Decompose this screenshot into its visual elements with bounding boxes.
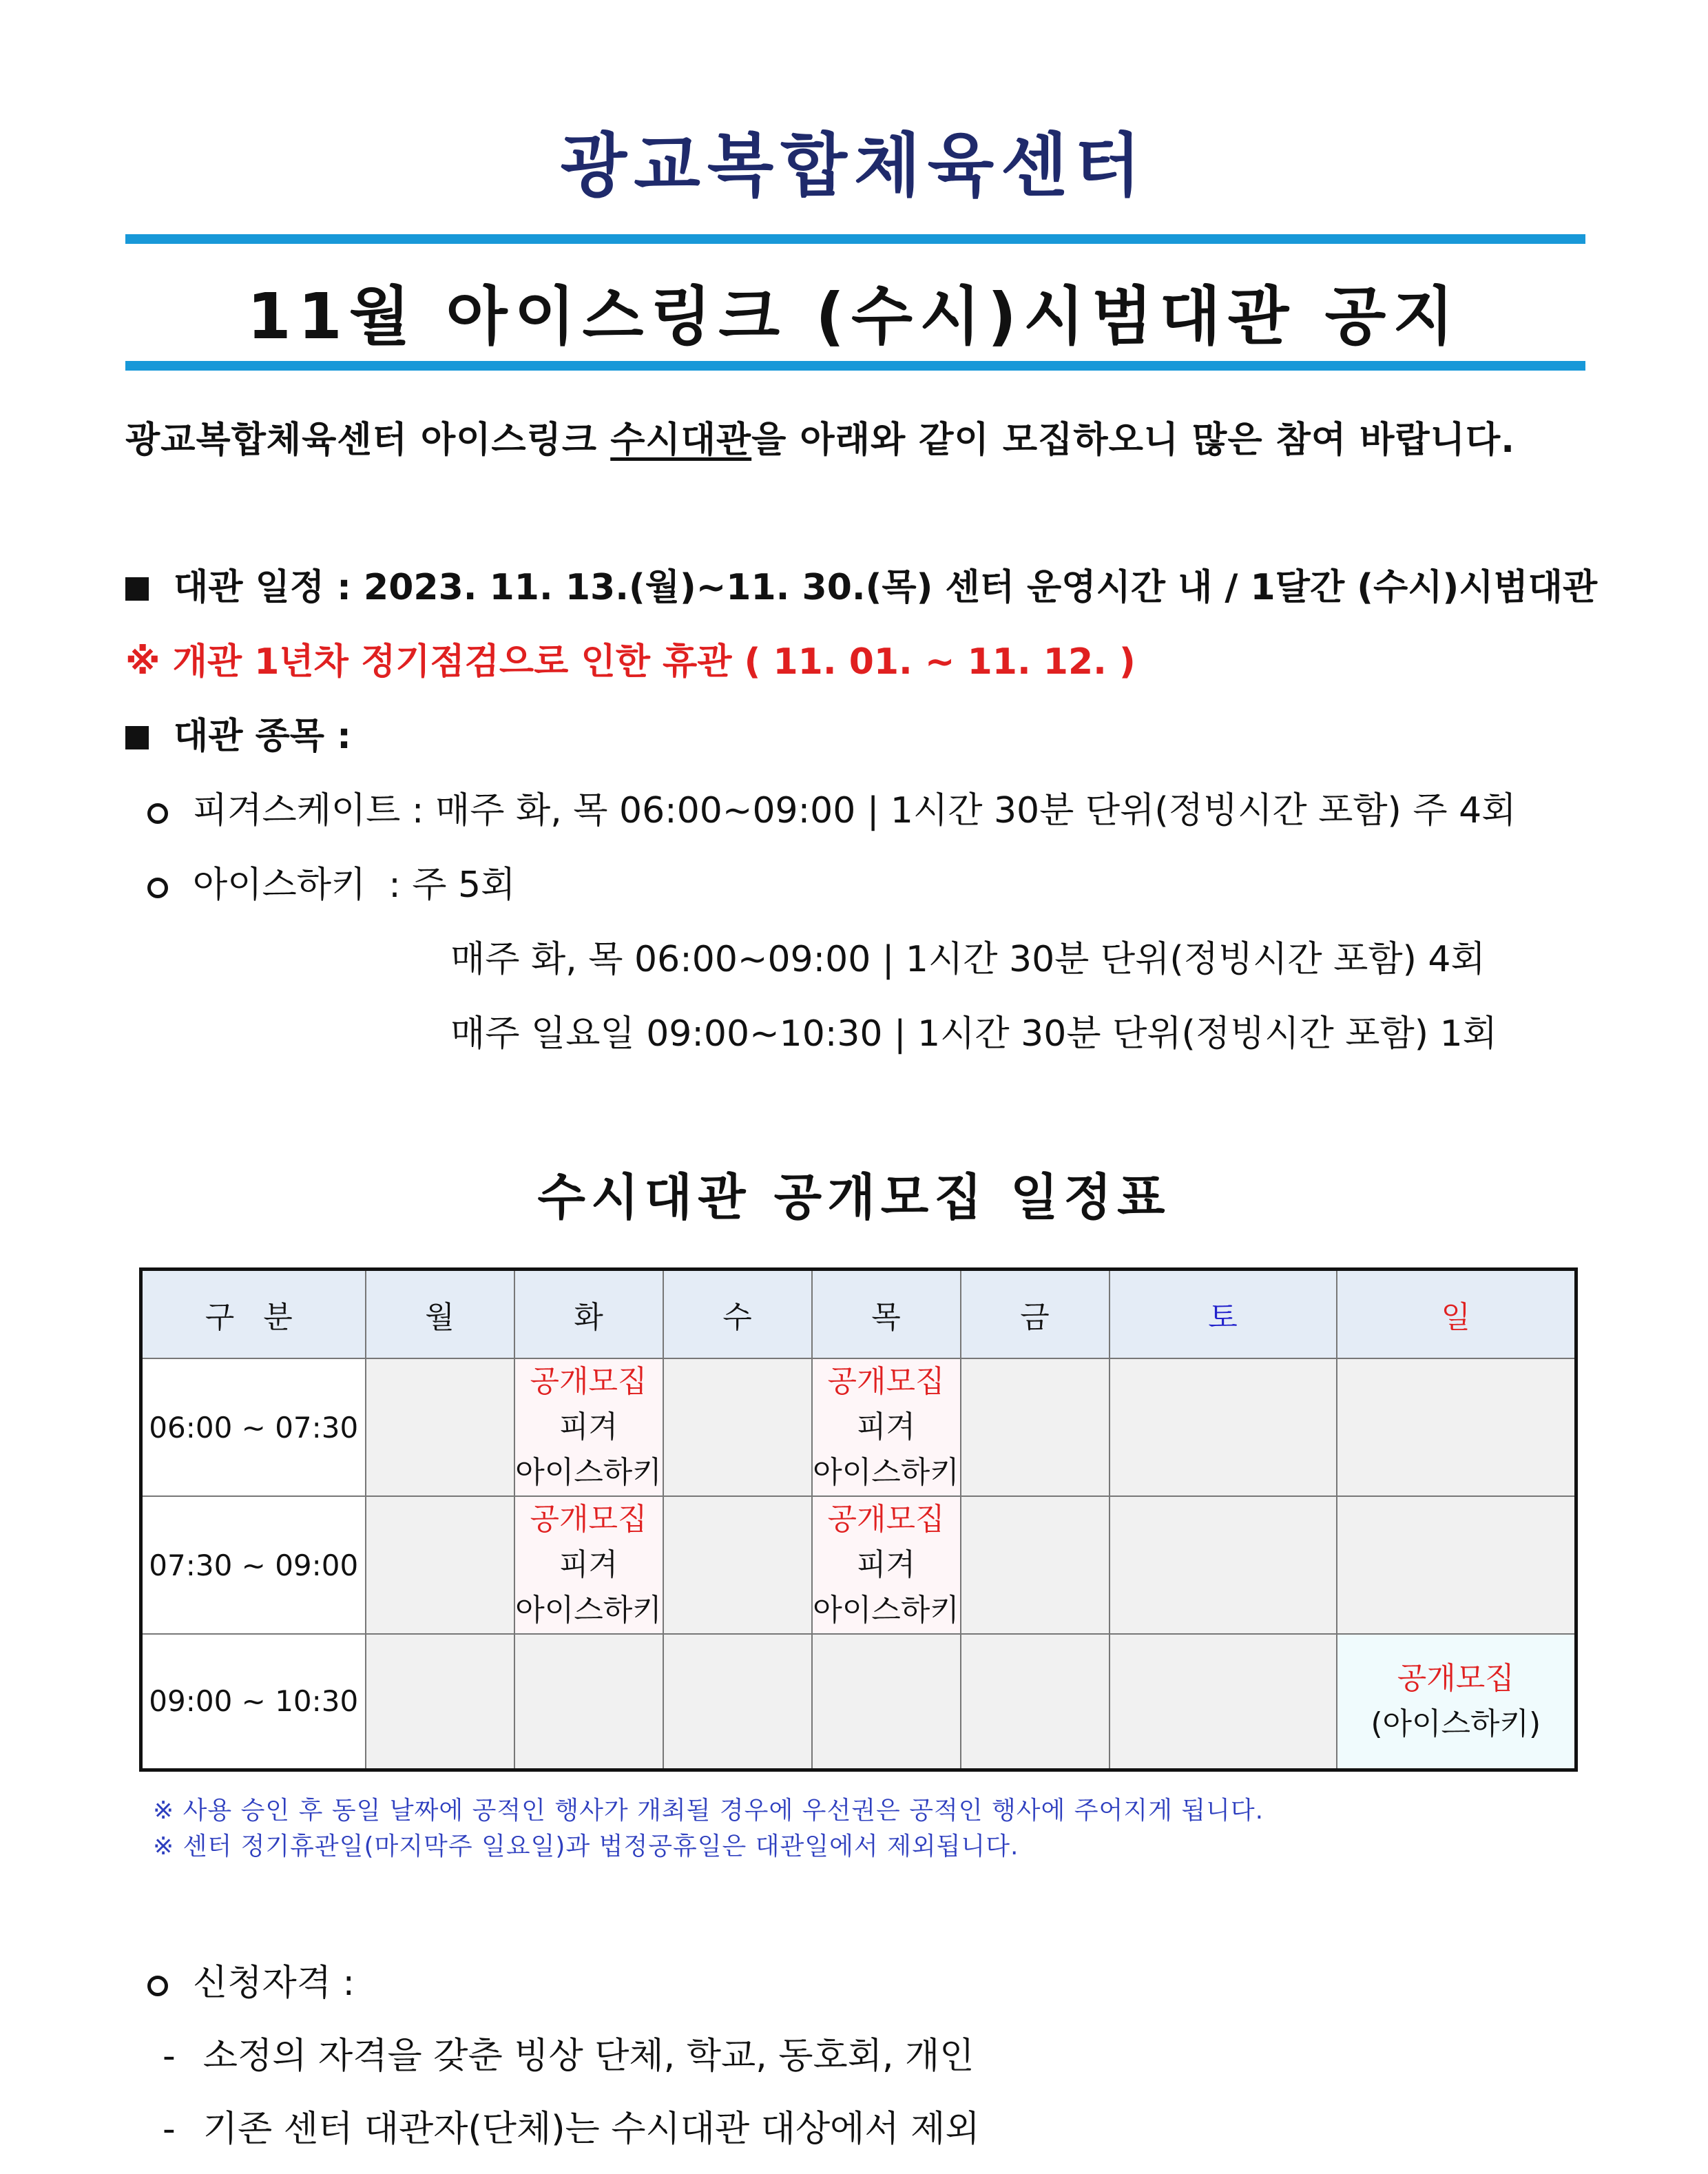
empty-cell	[663, 1496, 812, 1634]
empty-cell	[961, 1634, 1110, 1770]
ice-hockey-detail-1: 매주 화, 목 06:00~09:00 | 1시간 30분 단위(정빙시간 포함) 4회	[450, 939, 1486, 980]
open-label: 공개모집	[1397, 1660, 1514, 1696]
empty-cell	[1337, 1358, 1576, 1496]
intro-text	[125, 411, 1585, 462]
figure-skating-line	[147, 781, 1516, 833]
empty-cell	[1110, 1496, 1337, 1634]
empty-cell	[366, 1496, 514, 1634]
events-label: 대관 종목 :	[174, 716, 351, 757]
footnote-priority: ※ 사용 승인 후 동일 날짜에 공적인 행사가 개최될 경우에 우선권은 공적인 행사에 주어지게 됩니다.	[153, 1797, 1264, 1825]
schedule-table-title: 수시대관 공개모집 일정표	[537, 1168, 1171, 1226]
circle-bullet-icon	[147, 1976, 168, 1996]
eligibility-item	[163, 2100, 980, 2151]
title-rule-bottom	[125, 361, 1585, 371]
open-label: 공개모집	[530, 1364, 647, 1399]
header-mon: 월	[366, 1270, 514, 1359]
empty-cell	[1110, 1634, 1337, 1770]
rental-schedule-text: 대관 일정 : 2023. 11. 13.(월)~11. 30.(목) 센터 운영시간 내 / 1달간 (수시)시범대관	[174, 567, 1598, 608]
time-slot: 07:30 ~ 09:00	[141, 1496, 366, 1634]
eligibility-item	[163, 2027, 974, 2078]
notice-title: 11월 아이스링크 (수시)시범대관 공지	[247, 280, 1461, 353]
schedule-table	[139, 1267, 1578, 1772]
table-header-row	[141, 1270, 1576, 1359]
open-slot-cell	[514, 1358, 663, 1496]
ice-hockey-text: 아이스하키 : 주 5회	[193, 865, 516, 906]
ice-hockey-line	[147, 856, 515, 907]
open-slot-cell	[812, 1496, 961, 1634]
figure-skating-text: 피겨스케이트 : 매주 화, 목 06:00~09:00 | 1시간 30분 단위(정빙시간 포함) 주 4회	[193, 790, 1517, 831]
circle-bullet-icon	[147, 878, 168, 898]
figure-label: 피겨	[559, 1547, 618, 1582]
header-sat: 토	[1110, 1270, 1337, 1359]
open-slot-cell	[812, 1358, 961, 1496]
open-slot-cell	[514, 1496, 663, 1634]
header-tue: 화	[514, 1270, 663, 1359]
square-bullet-icon	[125, 577, 149, 601]
open-label: 공개모집	[827, 1364, 945, 1399]
eligibility-item-text: 기존 센터 대관자(단체)는 수시대관 대상에서 제외	[202, 2109, 980, 2150]
figure-label: 피겨	[856, 1547, 915, 1582]
empty-cell	[961, 1358, 1110, 1496]
intro-underlined: 수시대관	[610, 420, 752, 461]
hockey-label: (아이스하키)	[1371, 1706, 1541, 1741]
time-slot: 06:00 ~ 07:30	[141, 1358, 366, 1496]
header-fri: 금	[961, 1270, 1110, 1359]
hockey-label: 아이스하키	[813, 1455, 959, 1490]
empty-cell	[663, 1634, 812, 1770]
events-label-line	[125, 707, 351, 758]
hockey-label: 아이스하키	[515, 1455, 662, 1490]
open-slot-cell-sunday	[1337, 1634, 1576, 1770]
hockey-label: 아이스하키	[515, 1593, 662, 1628]
empty-cell	[366, 1358, 514, 1496]
time-slot: 09:00 ~ 10:30	[141, 1634, 366, 1770]
header-sun: 일	[1337, 1270, 1576, 1359]
figure-label: 피겨	[856, 1409, 915, 1445]
intro-before: 광교복합체육센터 아이스링크	[125, 420, 611, 461]
dash-bullet: -	[163, 2036, 176, 2077]
header-wed: 수	[663, 1270, 812, 1359]
empty-cell	[663, 1358, 812, 1496]
header-category: 구 분	[141, 1270, 366, 1359]
empty-cell	[961, 1496, 1110, 1634]
intro-after: 을 아래와 같이 모집하오니 많은 참여 바랍니다.	[751, 420, 1515, 461]
dash-bullet: -	[163, 2109, 176, 2150]
figure-label: 피겨	[559, 1409, 618, 1445]
closure-note: ※ 개관 1년차 정기점검으로 인한 휴관 ( 11. 01. ~ 11. 12. )	[125, 641, 1136, 683]
table-row	[141, 1634, 1576, 1770]
table-row	[141, 1358, 1576, 1496]
eligibility-item-text: 소정의 자격을 갖춘 빙상 단체, 학교, 동호회, 개인	[202, 2036, 975, 2077]
empty-cell	[366, 1634, 514, 1770]
footnote-excluded-days: ※ 센터 정기휴관일(마지막주 일요일)과 법정공휴일은 대관일에서 제외됩니다.	[153, 1832, 1019, 1861]
empty-cell	[812, 1634, 961, 1770]
circle-bullet-icon	[147, 803, 168, 824]
eligibility-label: 신청자격 :	[193, 1963, 355, 2004]
eligibility-line	[147, 1954, 355, 2005]
empty-cell	[514, 1634, 663, 1770]
title-rule-top	[125, 234, 1585, 244]
ice-hockey-detail-2: 매주 일요일 09:00~10:30 | 1시간 30분 단위(정빙시간 포함) 1회	[450, 1013, 1497, 1055]
org-title: 광교복합체육센터	[560, 125, 1148, 206]
open-label: 공개모집	[827, 1502, 945, 1537]
header-thu: 목	[812, 1270, 961, 1359]
hockey-label: 아이스하키	[813, 1593, 959, 1628]
rental-schedule-line	[125, 558, 1597, 610]
empty-cell	[1110, 1358, 1337, 1496]
empty-cell	[1337, 1496, 1576, 1634]
open-label: 공개모집	[530, 1502, 647, 1537]
table-row	[141, 1496, 1576, 1634]
square-bullet-icon	[125, 726, 149, 749]
